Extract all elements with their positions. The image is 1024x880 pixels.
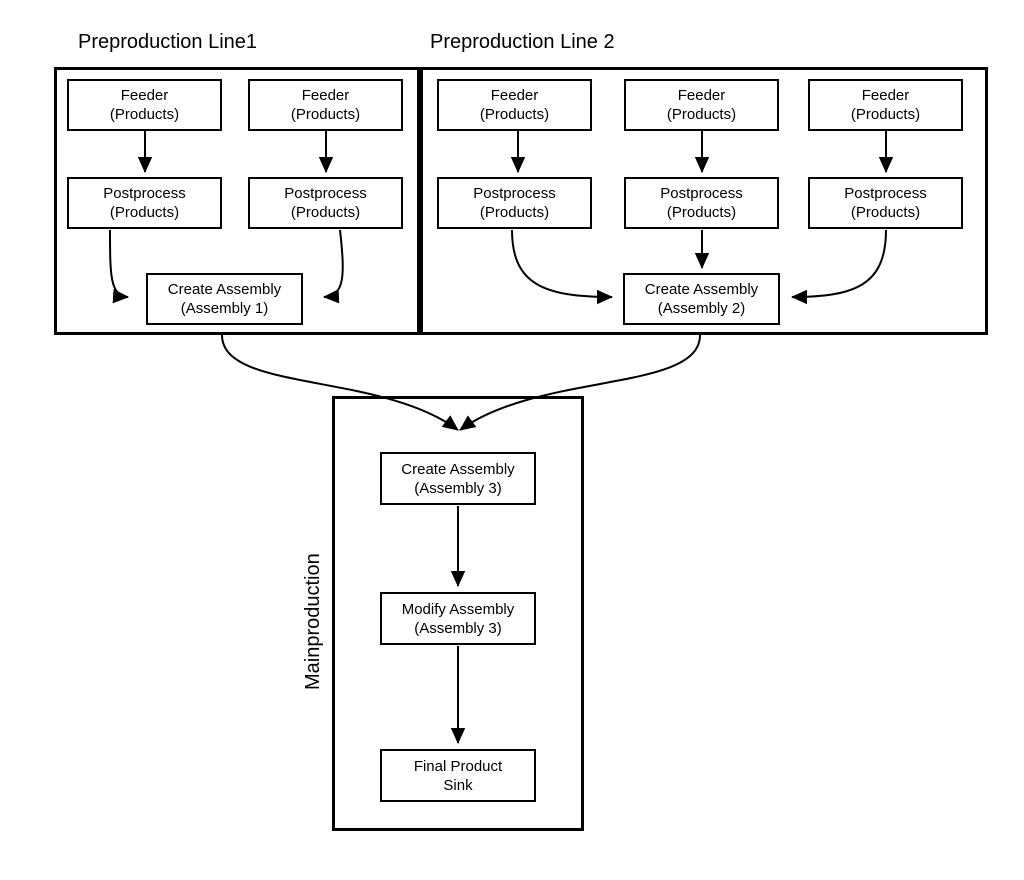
- node-l1-feeder-b[interactable]: [248, 79, 403, 131]
- node-main-modify-assembly[interactable]: [380, 592, 536, 645]
- node-label-secondary: (Products): [666, 106, 737, 123]
- node-label-primary: Final Product: [413, 757, 503, 775]
- group-title-preproduction-line-2: Preproduction Line 2: [430, 31, 615, 53]
- node-l1-postprocess-a[interactable]: [67, 177, 222, 229]
- node-l1-feeder-a[interactable]: [67, 79, 222, 131]
- node-label-secondary: Sink: [443, 776, 473, 794]
- group-title-preproduction-line-1: Preproduction Line1: [78, 31, 258, 53]
- node-label-secondary: (Assembly 1): [180, 300, 269, 317]
- node-label-secondary: (Products): [290, 204, 361, 221]
- node-label-primary: Feeder: [490, 87, 539, 104]
- node-label-secondary: (Assembly 3): [414, 479, 502, 497]
- node-label-secondary: (Products): [479, 204, 550, 221]
- node-label-primary: Postprocess: [473, 185, 556, 202]
- node-main-create-assembly[interactable]: [380, 452, 536, 505]
- node-label-primary: Modify Assembly: [401, 600, 515, 618]
- node-label-primary: Postprocess: [103, 185, 186, 202]
- node-label-secondary: (Products): [666, 204, 737, 221]
- node-label-primary: Feeder: [301, 87, 350, 104]
- group-title-mainproduction: Mainproduction: [302, 553, 324, 690]
- node-label-primary: Feeder: [677, 87, 726, 104]
- node-label-secondary: (Products): [850, 204, 921, 221]
- node-label-secondary: (Products): [479, 106, 550, 123]
- node-label-primary: Postprocess: [284, 185, 367, 202]
- node-label-primary: Create Assembly: [167, 281, 282, 298]
- node-label-primary: Create Assembly: [644, 281, 759, 298]
- node-l2-postprocess-a[interactable]: [437, 177, 592, 229]
- node-l2-postprocess-c[interactable]: [808, 177, 963, 229]
- node-label-secondary: (Products): [109, 106, 180, 123]
- node-l2-feeder-c[interactable]: [808, 79, 963, 131]
- node-label-primary: Create Assembly: [401, 460, 515, 478]
- node-label-primary: Feeder: [120, 87, 169, 104]
- node-main-final-sink[interactable]: [380, 749, 536, 802]
- node-label-primary: Feeder: [861, 87, 910, 104]
- node-l1-create-assembly[interactable]: [146, 273, 303, 325]
- node-label-secondary: (Assembly 3): [414, 619, 502, 637]
- node-l1-postprocess-b[interactable]: [248, 177, 403, 229]
- node-l2-postprocess-b[interactable]: [624, 177, 779, 229]
- node-l2-feeder-b[interactable]: [624, 79, 779, 131]
- node-label-secondary: (Products): [290, 106, 361, 123]
- node-label-primary: Postprocess: [660, 185, 743, 202]
- node-label-secondary: (Products): [109, 204, 180, 221]
- node-l2-create-assembly[interactable]: [623, 273, 780, 325]
- node-label-primary: Postprocess: [844, 185, 927, 202]
- node-l2-feeder-a[interactable]: [437, 79, 592, 131]
- node-label-secondary: (Assembly 2): [657, 300, 746, 317]
- node-label-secondary: (Products): [850, 106, 921, 123]
